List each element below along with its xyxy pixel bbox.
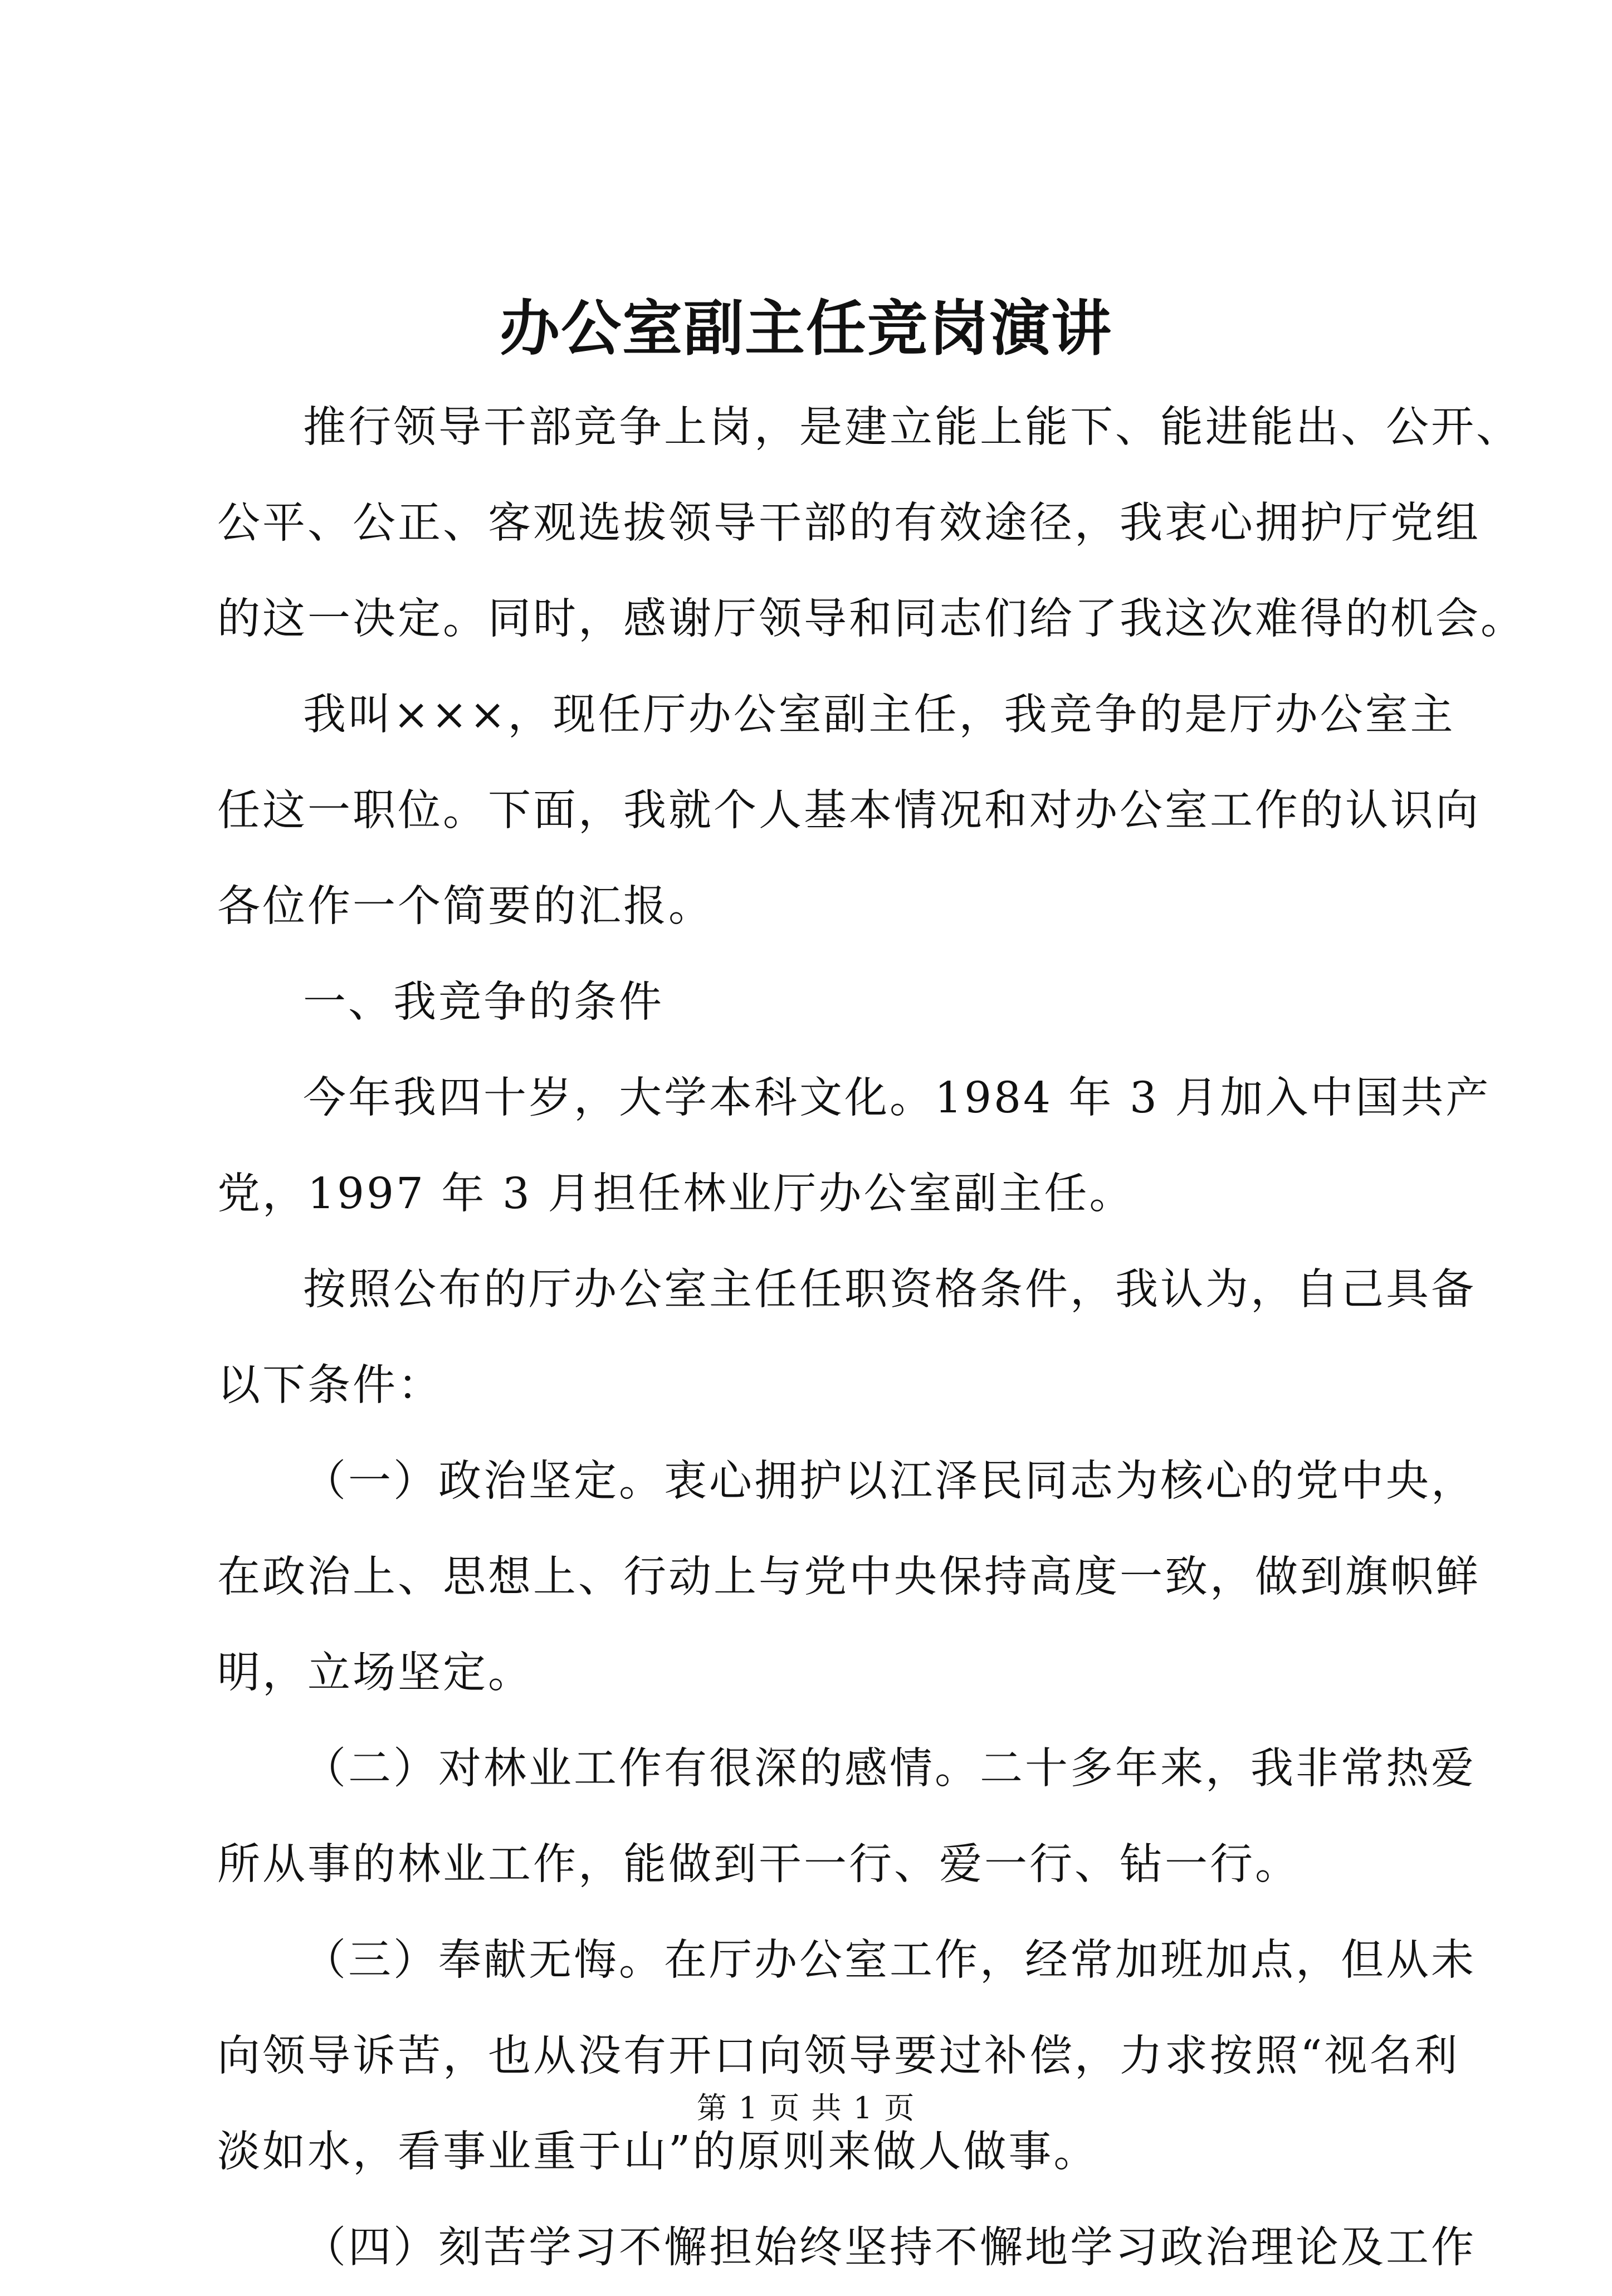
paragraph-line: 向领导诉苦，也从没有开口向领导要过补偿，力求按照“视名利 bbox=[217, 2031, 1460, 2081]
paragraph-line: 在政治上、思想上、行动上与党中央保持高度一致，做到旗帜鲜 bbox=[217, 1552, 1481, 1602]
paragraph-line: 党，1997 年 3 月担任林业厅办公室副主任。 bbox=[217, 1169, 1135, 1219]
paragraph-line: 明，立场坚定。 bbox=[217, 1648, 533, 1698]
paragraph-line: 任这一职位。下面，我就个人基本情况和对办公室工作的认识向 bbox=[217, 786, 1481, 836]
paragraph-line: 的这一决定。同时，感谢厅领导和同志们给了我这次难得的机会。 bbox=[217, 594, 1526, 644]
page-number-footer: 第 1 页 共 1 页 bbox=[696, 2090, 916, 2126]
section-heading: 一、我竞争的条件 bbox=[303, 978, 664, 1027]
paragraph-line: 推行领导干部竞争上岗，是建立能上能下、能进能出、公开、 bbox=[303, 403, 1521, 452]
paragraph-line: （三）奉献无悔。在厅办公室工作，经常加班加点，但从未 bbox=[303, 1936, 1476, 1985]
paragraph-line: 公平、公正、客观选拔领导干部的有效途径，我衷心拥护厅党组 bbox=[217, 499, 1481, 548]
paragraph-line: （二）对林业工作有很深的感情。二十多年来，我非常热爱 bbox=[303, 1744, 1476, 1794]
paragraph-line: （四）刻苦学习不懈担始终坚持不懈地学习政治理论及工作 bbox=[303, 2223, 1476, 2273]
paragraph-line: 今年我四十岁，大学本科文化。1984 年 3 月加入中国共产 bbox=[303, 1073, 1491, 1123]
paragraph-line: 以下条件： bbox=[217, 1361, 443, 1410]
page-title: 办公室副主任竞岗演讲 bbox=[499, 294, 1112, 364]
paragraph-line: （一）政治坚定。衷心拥护以江泽民同志为核心的党中央， bbox=[303, 1457, 1476, 1506]
paragraph-line: 我叫×××，现任厅办公室副主任，我竞争的是厅办公室主 bbox=[303, 690, 1455, 740]
paragraph-line: 各位作一个简要的汇报。 bbox=[217, 882, 714, 931]
paragraph-line: 淡如水，看事业重于山”的原则来做人做事。 bbox=[217, 2127, 1099, 2177]
paragraph-line: 按照公布的厅办公室主任任职资格条件，我认为，自己具备 bbox=[303, 1265, 1476, 1315]
paragraph-line: 所从事的林业工作，能做到干一行、爱一行、钻一行。 bbox=[217, 1840, 1300, 1889]
document-body bbox=[217, 380, 1526, 2296]
